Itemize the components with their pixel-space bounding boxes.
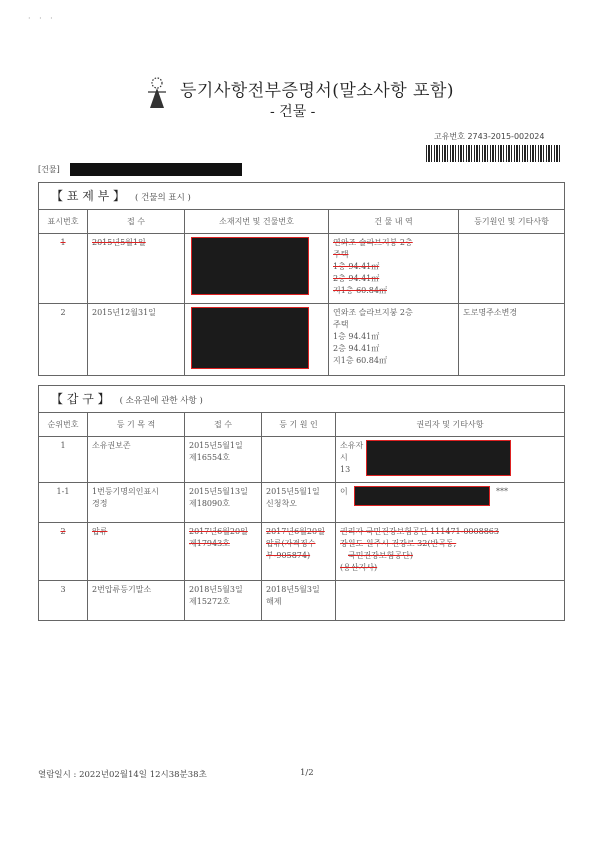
court-emblem-icon [142,76,172,110]
table-row: 1-1 1번등기명의인표시 경정 2015년5월13일 제18090호 2015년5월1일 신청착오 이 *** [39,483,565,523]
unique-number: 고유번호 2743-2015-002024 [434,132,545,141]
pyoje-section-header: 【 표 제 부 】 ( 건물의 표시 ) [39,183,565,210]
redacted-address [70,163,242,176]
col-received: 접 수 [88,210,185,234]
redacted-location [191,307,309,369]
gapgu-section-header: 【 갑 구 】 ( 소유권에 관한 사항 ) [39,386,565,413]
col-received: 접 수 [185,413,262,437]
redacted-location [191,237,309,295]
table-row: 1 소유권보존 2015년5월1일 제16554호 소유자 시 13 [39,437,565,483]
col-holder: 권리자 및 기타사항 [336,413,565,437]
document-title: 등기사항전부증명서(말소사항 포함) [180,81,454,101]
scan-specks: · · · [28,14,56,23]
col-purpose: 등 기 목 적 [88,413,185,437]
pyoje-table [38,182,565,376]
building-label: [건물] [38,165,60,174]
table-row: 2 2015년12월31일 연와조 슬라브지붕 2층 주택 1층 94.41㎡ 2층 94.41㎡ 지1층 60.84㎡ 도로명주소변경 [39,304,565,376]
gapgu-table [38,385,565,621]
table-row: 3 2번압류등기말소 2018년5월3일 제15272호 2018년5월3일 해제 [39,581,565,621]
redacted-owner [366,440,511,476]
table-row: 1 2015년5월1일 연와조 슬라브지붕 2층 주택 1층 94.41㎡ 2층 94.41㎡ 지1층 60.84㎡ [39,234,565,304]
redacted-holder [354,486,490,506]
col-cause: 등 기 원 인 [262,413,336,437]
col-cause: 등기원인 및 기타사항 [459,210,565,234]
col-rank: 순위번호 [39,413,88,437]
col-location: 소재지번 및 건물번호 [185,210,329,234]
page-number: 1/2 [300,768,314,778]
document-subtitle: - 건물 - [270,104,316,120]
barcode [426,145,562,162]
table-row: 2 압류 2017년6월20일 제17943호 2017년6월20일 압류(자격징수 부-905874) 권리자 국민건강보험공단 111471-0008863 강원도 원주시 건강로 32(반곡동, 국민건강보험공단) (용산지사) [39,523,565,581]
col-detail: 건 물 내 역 [329,210,459,234]
col-no: 표시번호 [39,210,88,234]
viewed-datetime: 열람일시 : 2022년02월14일 12시38분38초 [38,770,207,780]
